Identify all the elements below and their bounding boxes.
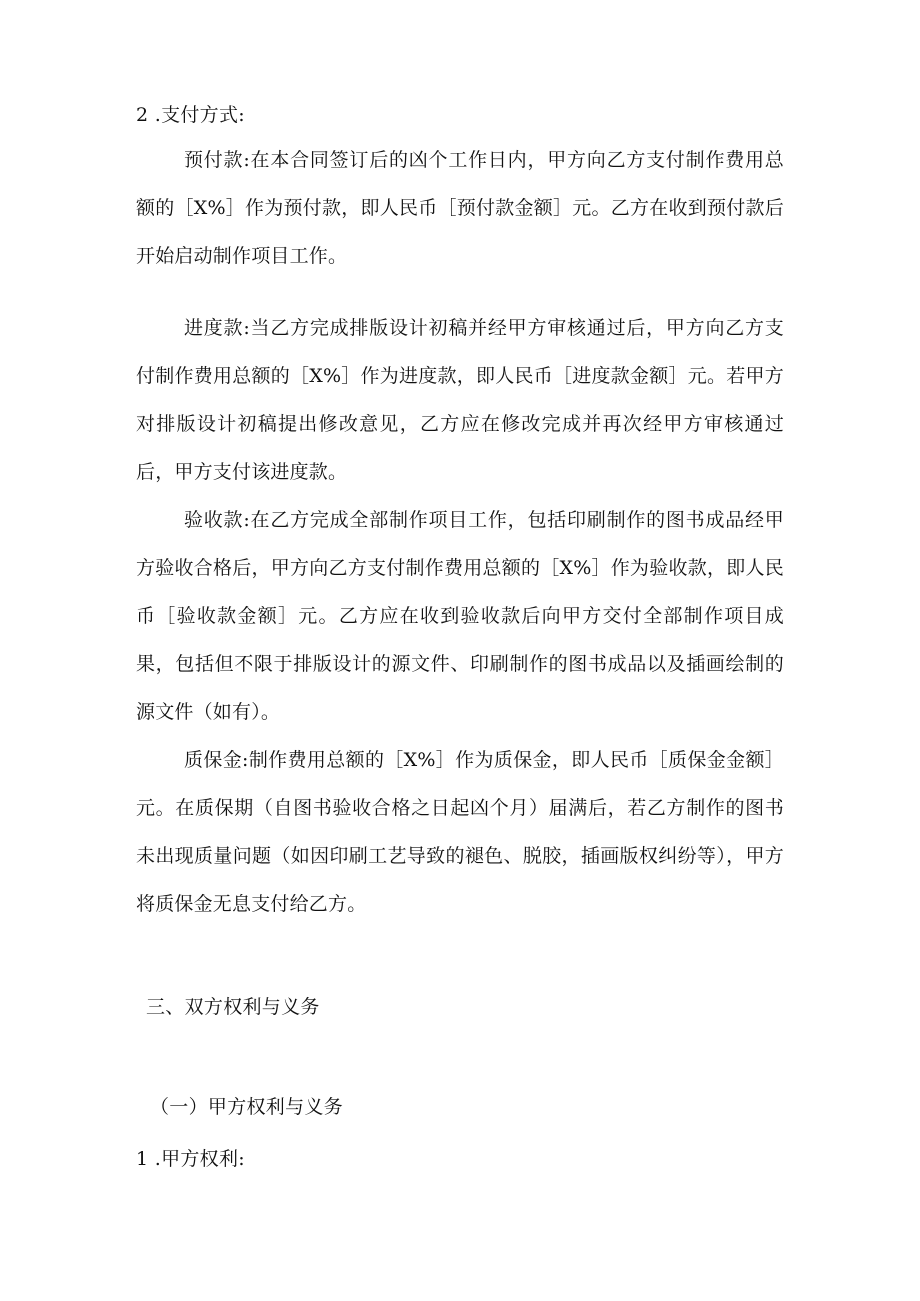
paragraph-acceptance-payment — [136, 496, 784, 736]
progress-payment-label: 进度款: — [184, 317, 250, 339]
paragraph-progress-payment — [136, 304, 784, 496]
subsection-heading-party-a: （一）甲方权利与义务 — [150, 1096, 344, 1118]
warranty-deposit-label: 质保金: — [184, 749, 249, 771]
paragraph-warranty-deposit — [136, 736, 784, 928]
acceptance-payment-text: 在乙方完成全部制作项目工作，包括印刷制作的图书成品经甲方验收合格后，甲方向乙方支付制作费用总额的［X%］作为验收款，即人民币［验收款金额］元。乙方应在收到验收款后向甲方交付全部制作项目成果，包括但不限于排版设计的源文件、印刷制作的图书成品以及插画绘制的源文件（如有）。 — [136, 509, 785, 723]
warranty-deposit-text: 制作费用总额的［X%］作为质保金，即人民币［质保金金额］元。在质保期（自图书验收合格之日起凶个月）届满后，若乙方制作的图书未出现质量问题（如因印刷工艺导致的褪色、脱胶，插画版权纠纷等），甲方将质保金无息支付给乙方。 — [136, 749, 785, 915]
acceptance-payment-label: 验收款: — [184, 509, 250, 531]
advance-payment-text: 在本合同签订后的凶个工作日内，甲方向乙方支付制作费用总额的［X%］作为预付款，即人民币［预付款金额］元。乙方在收到预付款后开始启动制作项目工作。 — [136, 149, 785, 267]
advance-payment-label: 预付款: — [184, 149, 250, 171]
item-heading-party-a-rights: 1 .甲方权利: — [136, 1148, 245, 1170]
section-heading-payment-method: 2 .支付方式: — [136, 104, 245, 126]
progress-payment-text: 当乙方完成排版设计初稿并经甲方审核通过后，甲方向乙方支付制作费用总额的［X%］作为进度款，即人民币［进度款金额］元。若甲方对排版设计初稿提出修改意见，乙方应在修改完成并再次经甲方审核通过后，甲方支付该进度款。 — [136, 317, 785, 483]
paragraph-advance-payment — [136, 136, 784, 280]
chapter-heading-rights-obligations: 三、双方权利与义务 — [146, 996, 320, 1018]
